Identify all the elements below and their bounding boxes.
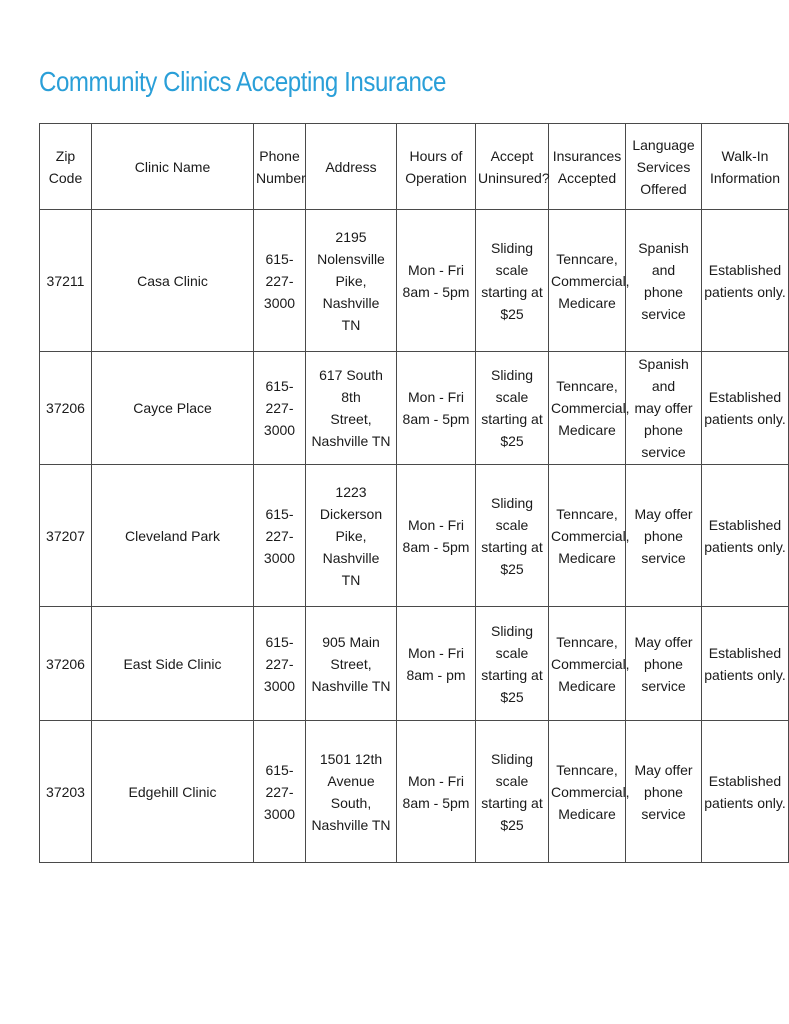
table-row (40, 210, 789, 352)
cell-language-services: May offer phone service (626, 607, 702, 721)
cell-clinic-name: Cayce Place (92, 352, 254, 465)
table-row (40, 352, 789, 465)
cell-walk-in: Established patients only. (702, 721, 789, 863)
cell-address: 905 Main Street, Nashville TN (306, 607, 397, 721)
cell-zip-code: 37203 (40, 721, 92, 863)
cell-clinic-name: Edgehill Clinic (92, 721, 254, 863)
header-insurances: Insurances Accepted (549, 124, 626, 210)
header-address: Address (306, 124, 397, 210)
cell-address: 2195 Nolensville Pike, Nashville TN (306, 210, 397, 352)
cell-accept-uninsured: Sliding scale starting at $25 (476, 465, 549, 607)
cell-phone-number: 615-227- 3000 (254, 210, 306, 352)
cell-walk-in: Established patients only. (702, 465, 789, 607)
cell-language-services: Spanish and may offer phone service (626, 352, 702, 465)
cell-phone-number: 615-227- 3000 (254, 721, 306, 863)
cell-walk-in: Established patients only. (702, 210, 789, 352)
header-phone-number: Phone Number (254, 124, 306, 210)
cell-zip-code: 37206 (40, 352, 92, 465)
cell-hours: Mon - Fri 8am - 5pm (397, 465, 476, 607)
cell-clinic-name: Casa Clinic (92, 210, 254, 352)
cell-phone-number: 615-227- 3000 (254, 352, 306, 465)
header-accept-uninsured: Accept Uninsured? (476, 124, 549, 210)
cell-hours: Mon - Fri 8am - 5pm (397, 210, 476, 352)
cell-walk-in: Established patients only. (702, 607, 789, 721)
cell-language-services: May offer phone service (626, 465, 702, 607)
clinics-table (39, 123, 789, 863)
cell-insurances: Tenncare, Commercial, Medicare (549, 210, 626, 352)
cell-hours: Mon - Fri 8am - 5pm (397, 721, 476, 863)
cell-accept-uninsured: Sliding scale starting at $25 (476, 607, 549, 721)
cell-insurances: Tenncare, Commercial, Medicare (549, 721, 626, 863)
cell-zip-code: 37211 (40, 210, 92, 352)
cell-walk-in: Established patients only. (702, 352, 789, 465)
cell-phone-number: 615-227- 3000 (254, 607, 306, 721)
cell-accept-uninsured: Sliding scale starting at $25 (476, 721, 549, 863)
cell-language-services: Spanish and phone service (626, 210, 702, 352)
cell-accept-uninsured: Sliding scale starting at $25 (476, 210, 549, 352)
cell-zip-code: 37207 (40, 465, 92, 607)
cell-hours: Mon - Fri 8am - pm (397, 607, 476, 721)
cell-hours: Mon - Fri 8am - 5pm (397, 352, 476, 465)
table-row (40, 465, 789, 607)
header-walk-in: Walk-In Information (702, 124, 789, 210)
cell-insurances: Tenncare, Commercial, Medicare (549, 465, 626, 607)
header-hours: Hours of Operation (397, 124, 476, 210)
table-row (40, 607, 789, 721)
cell-insurances: Tenncare, Commercial, Medicare (549, 352, 626, 465)
cell-language-services: May offer phone service (626, 721, 702, 863)
cell-insurances: Tenncare, Commercial, Medicare (549, 607, 626, 721)
cell-address: 1223 Dickerson Pike, Nashville TN (306, 465, 397, 607)
cell-zip-code: 37206 (40, 607, 92, 721)
header-clinic-name: Clinic Name (92, 124, 254, 210)
cell-address: 617 South 8th Street, Nashville TN (306, 352, 397, 465)
cell-clinic-name: Cleveland Park (92, 465, 254, 607)
header-zip-code: Zip Code (40, 124, 92, 210)
cell-clinic-name: East Side Clinic (92, 607, 254, 721)
cell-phone-number: 615-227- 3000 (254, 465, 306, 607)
table-header-row (40, 124, 789, 210)
cell-address: 1501 12th Avenue South, Nashville TN (306, 721, 397, 863)
header-language-services: Language Services Offered (626, 124, 702, 210)
page-title: Community Clinics Accepting Insurance (39, 66, 447, 97)
cell-accept-uninsured: Sliding scale starting at $25 (476, 352, 549, 465)
table-row (40, 721, 789, 863)
